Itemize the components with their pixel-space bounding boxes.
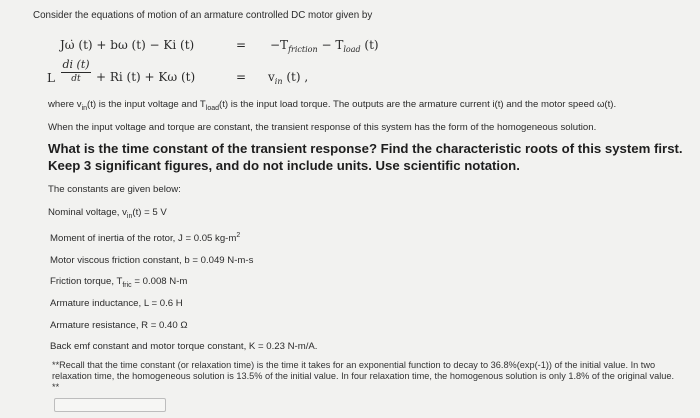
constant-inductance: Armature inductance, L = 0.6 H	[50, 298, 183, 309]
intro-text: Consider the equations of motion of an armature controlled DC motor given by	[33, 10, 373, 21]
recall-note: **Recall that the time constant (or relaxation time) is the time it takes for an exponential function to decay to 36.8%(exp(-1)) of the initial value. In two relaxation time, the homogeneous solution is 13.5% of the initial value. In four relaxation time, the homogenous solution is only 1.8% of the original value. **	[52, 360, 675, 392]
equation-1-rhs: $-T_{friction} - T_{load}$ (t)	[270, 38, 379, 54]
constant-inertia: Moment of inertia of the rotor, J = 0.05 $kg-m^2$	[50, 231, 241, 244]
question-prompt: What is the time constant of the transient response? Find the characteristic roots of this system first. Keep 3 significant figures, and do not include units. Use scientific notation.	[48, 141, 683, 173]
where-text: where $v_{in}(t)$ is the input voltage and $T_{load}(t)$ is the input load torque. The outputs are the armature current i(t) and the motor speed ω(t).	[48, 99, 617, 112]
fraction-numerator: di (t)	[62, 58, 90, 71]
constant-friction-torque: Friction torque, $T_{fric} = 0.008$ N-m	[50, 276, 188, 289]
constants-intro: The constants are given below:	[48, 184, 181, 195]
equation-2-rhs: $v_{in}$ (t) ,	[268, 70, 309, 86]
constant-back-emf: Back emf constant and motor torque constant, K = 0.23 N-m/A.	[50, 341, 318, 352]
equation-2-equals: =	[236, 70, 247, 84]
constant-nominal-voltage: Nominal voltage, $v_{in}(t) = 5$ V	[48, 207, 167, 220]
constant-viscous-friction: Motor viscous friction constant, b = 0.049 N-m-s	[50, 255, 254, 266]
transient-text: When the input voltage and torque are constant, the transient response of this system has the form of the homogeneous solution.	[48, 122, 597, 133]
equation-2-derivative-fraction	[61, 58, 91, 84]
equation-1-lhs: Jω̇ (t) + bω (t) − Ki (t)	[60, 38, 195, 52]
equation-2-inductance-symbol: L	[47, 71, 55, 85]
equation-1-equals: =	[236, 38, 247, 52]
fraction-denominator: dt	[71, 74, 81, 84]
constant-resistance: Armature resistance, R = 0.40 Ω	[50, 320, 188, 331]
equation-2-lhs: + Ri (t) + Kω (t)	[96, 70, 196, 84]
answer-input[interactable]	[54, 398, 166, 412]
